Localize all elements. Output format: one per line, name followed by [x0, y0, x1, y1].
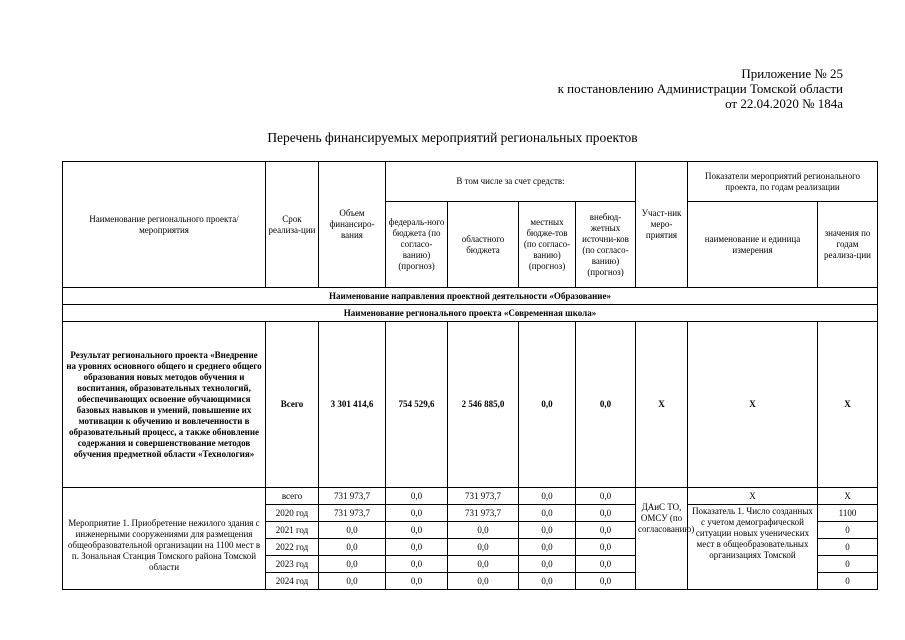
row-regional: 0,0: [448, 539, 519, 556]
row-extra: 0,0: [576, 522, 636, 539]
row-federal: 0,0: [386, 539, 448, 556]
row-volume: 0,0: [319, 522, 386, 539]
row-federal: 0,0: [386, 573, 448, 590]
row-extra: 0,0: [576, 488, 636, 505]
row-volume: 0,0: [319, 556, 386, 573]
row-federal: 0,0: [386, 505, 448, 522]
row-indicator-value: 1100: [818, 505, 878, 522]
row-term: 2024 год: [266, 573, 319, 590]
row-term: 2022 год: [266, 539, 319, 556]
result-extra: 0,0: [576, 322, 636, 488]
row-volume: 731 973,7: [319, 505, 386, 522]
result-name: Результат регионального проекта «Внедрение на уровнях основного общего и среднего общего образования новых методов обучения и воспитания, образовательных технологий, обеспечивающих освоение обучающимися базовых навыков и умений, повышение их мотивации к обучению и вовлеченности в образовательный процесс, а также обновление содержания и совершенствование методов обучения предметной области «Технология»: [63, 322, 266, 488]
resolution-date: от 22.04.2020 № 184а: [725, 96, 843, 111]
col-header-indicators: Показатели мероприятий регионального проекта, по годам реализации: [688, 162, 878, 202]
result-participant: Х: [636, 322, 688, 488]
result-indicator-value: Х: [818, 322, 878, 488]
row-volume: 0,0: [319, 573, 386, 590]
row-federal: 0,0: [386, 522, 448, 539]
measures-table: [62, 161, 878, 590]
result-term: Всего: [266, 322, 319, 488]
row-term: 2021 год: [266, 522, 319, 539]
row-indicator-value: 0: [818, 539, 878, 556]
table-row: [63, 488, 878, 505]
row-local: 0,0: [519, 505, 576, 522]
col-header-name: Наименование регионального проекта/ мероприятия: [63, 162, 266, 288]
result-regional: 2 546 885,0: [448, 322, 519, 488]
col-header-term: Срок реализа-ции: [266, 162, 319, 288]
row-federal: 0,0: [386, 556, 448, 573]
row-extra: 0,0: [576, 505, 636, 522]
row-regional: 0,0: [448, 522, 519, 539]
row-extra: 0,0: [576, 573, 636, 590]
col-header-indicator-name: наименование и единица измерения: [688, 202, 818, 288]
measure-participant: ДАиС ТО, ОМСУ (по согласованию): [636, 488, 688, 590]
measure-indicator-text: Показатель 1. Число созданных с учетом демографической ситуации новых ученических мест в общеобразовательных организациях Томской: [688, 505, 818, 590]
row-local: 0,0: [519, 522, 576, 539]
row-volume: 0,0: [319, 539, 386, 556]
result-federal: 754 529,6: [386, 322, 448, 488]
row-indicator-value: 0: [818, 556, 878, 573]
result-row: [63, 322, 878, 488]
row-regional: 731 973,7: [448, 488, 519, 505]
section-project: Наименование регионального проекта «Современная школа»: [63, 305, 878, 322]
col-header-including: В том числе за счет средств:: [386, 162, 636, 202]
col-header-volume: Объем финансиро-вания: [319, 162, 386, 288]
row-term: всего: [266, 488, 319, 505]
row-regional: 0,0: [448, 556, 519, 573]
col-header-participant: Участ-ник меро-приятия: [636, 162, 688, 288]
row-local: 0,0: [519, 573, 576, 590]
resolution-reference: к постановлению Администрации Томской области: [557, 81, 843, 96]
col-header-indicator-values: значения по годам реализа-ции: [818, 202, 878, 288]
row-volume: 731 973,7: [319, 488, 386, 505]
row-indicator-value: 0: [818, 522, 878, 539]
result-volume: 3 301 414,6: [319, 322, 386, 488]
row-term: 2023 год: [266, 556, 319, 573]
row-extra: 0,0: [576, 556, 636, 573]
result-indicator-name: Х: [688, 322, 818, 488]
appendix-number: Приложение № 25: [741, 66, 843, 81]
document-header: [558, 66, 843, 111]
row-indicator-name: Х: [688, 488, 818, 505]
row-indicator-value: 0: [818, 573, 878, 590]
col-header-extra: внебюд-жетных источни-ков (по согласо-ванию) (прогноз): [576, 202, 636, 288]
row-local: 0,0: [519, 488, 576, 505]
page-title: Перечень финансируемых мероприятий региональных проектов: [267, 130, 638, 145]
col-header-federal: федераль-ного бюджета (по согласо-ванию) (прогноз): [386, 202, 448, 288]
col-header-regional: областного бюджета: [448, 202, 519, 288]
row-term: 2020 год: [266, 505, 319, 522]
result-local: 0,0: [519, 322, 576, 488]
col-header-local: местных бюдже-тов (по согласо-ванию) (прогноз): [519, 202, 576, 288]
row-local: 0,0: [519, 539, 576, 556]
row-local: 0,0: [519, 556, 576, 573]
row-federal: 0,0: [386, 488, 448, 505]
row-regional: 0,0: [448, 573, 519, 590]
section-direction: Наименование направления проектной деятельности «Образование»: [63, 288, 878, 305]
row-regional: 731 973,7: [448, 505, 519, 522]
row-extra: 0,0: [576, 539, 636, 556]
measure-name: Мероприятие 1. Приобретение нежилого здания с инженерными сооружениями для размещения общеобразовательной организации на 1100 мест в п. Зональная Станция Томского района Томской области: [63, 488, 266, 590]
row-indicator-value: Х: [818, 488, 878, 505]
